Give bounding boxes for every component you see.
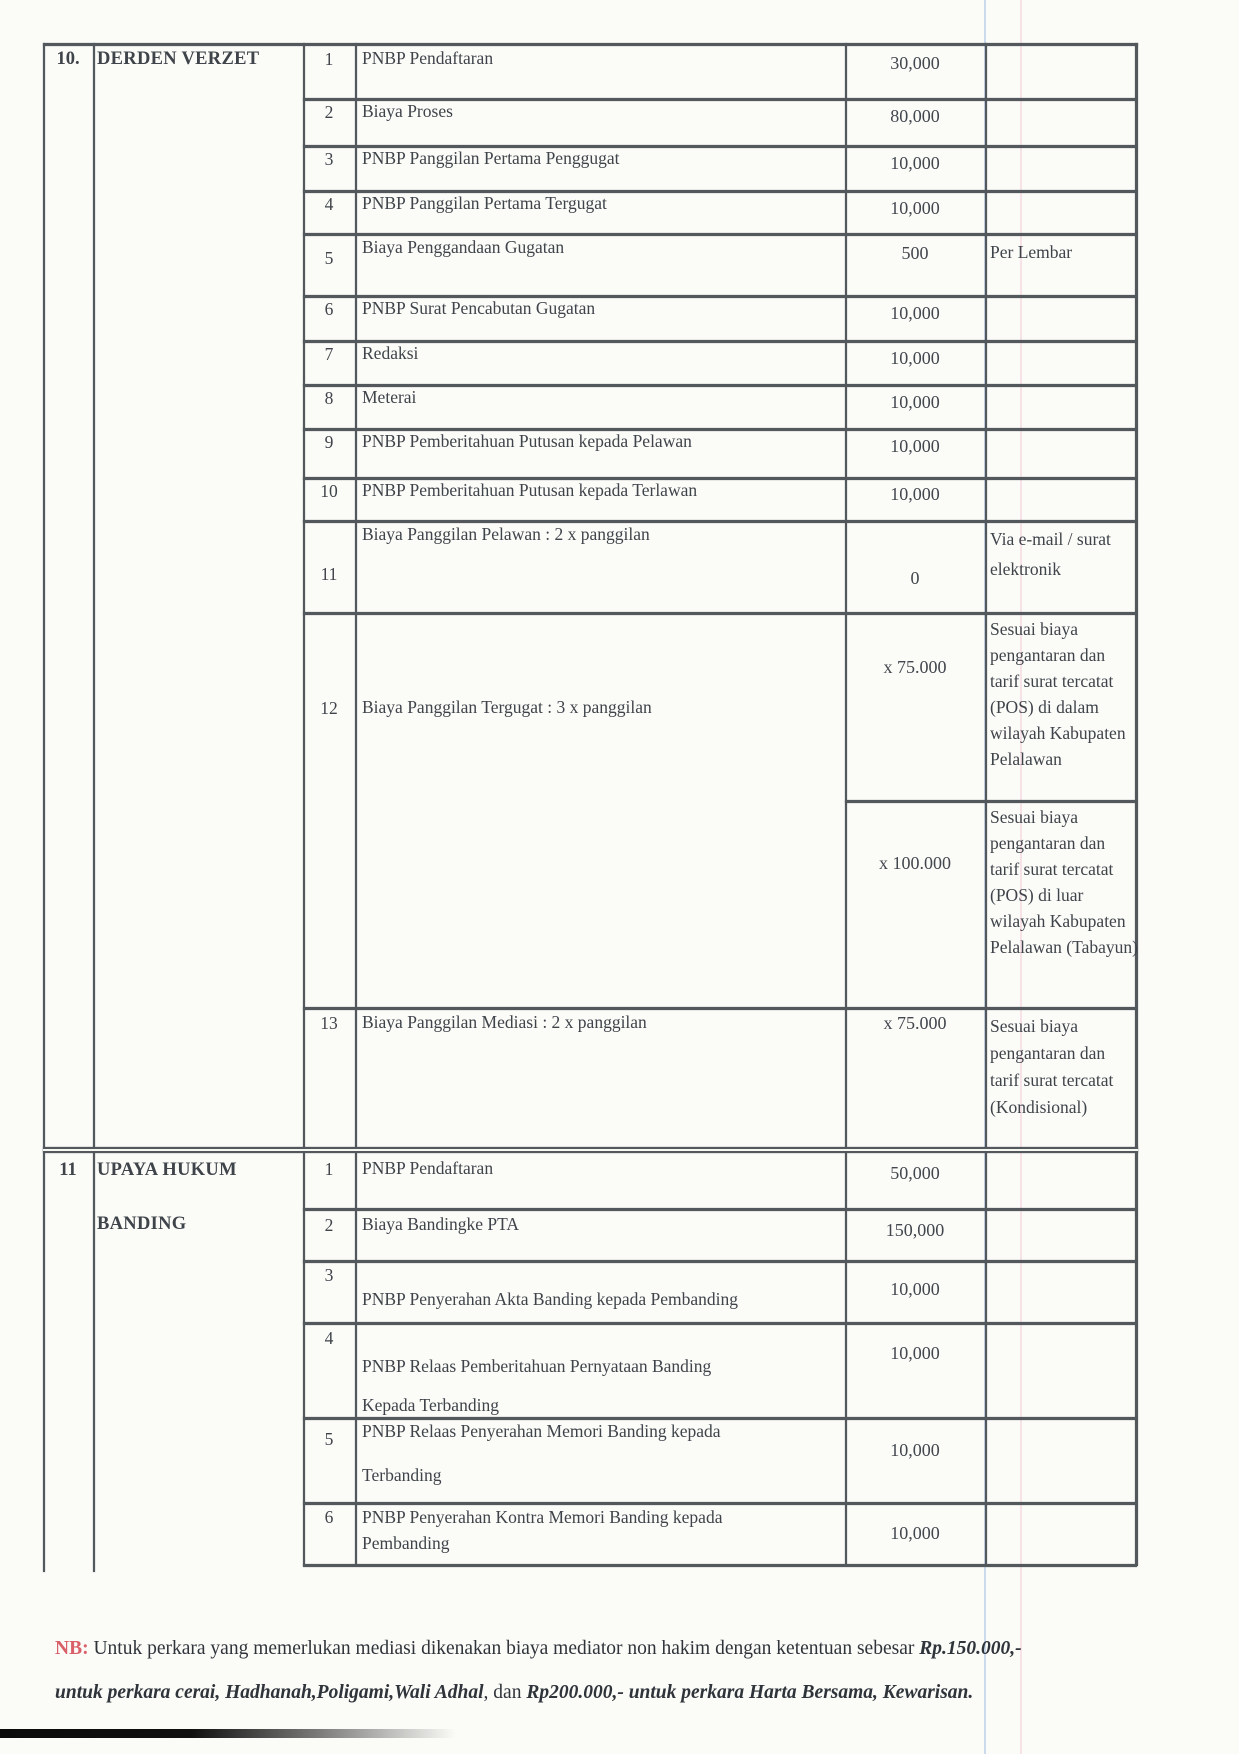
row-note: Sesuai biaya pengantaran dan tarif surat tercatat (POS) di dalam wilayah Kabupaten Pelalawan (990, 619, 1126, 769)
table-border (845, 43, 847, 1566)
row-desc: PNBP Pemberitahuan Putusan kepada Pelawan (362, 431, 692, 451)
row-desc: Biaya Bandingke PTA (362, 1214, 520, 1234)
row-desc: Biaya Proses (362, 101, 453, 121)
row-desc: PNBP Panggilan Pertama Penggugat (362, 148, 620, 168)
row-amount: x 75.000 (883, 1013, 947, 1033)
table-border (43, 43, 1138, 46)
table-border (303, 1007, 1137, 1010)
row-amount: 10,000 (890, 348, 940, 368)
row-number: 4 (324, 1328, 334, 1348)
row-amount: 10,000 (890, 1343, 940, 1363)
nb-label: NB: (55, 1638, 89, 1659)
row-desc: PNBP Pemberitahuan Putusan kepada Terlawan (362, 480, 698, 500)
row-note: Sesuai biaya pengantaran dan tarif surat tercatat (Kondisional) (990, 1016, 1114, 1117)
row-amount: 10,000 (890, 153, 940, 173)
row-desc: PNBP Surat Pencabutan Gugatan (362, 298, 596, 318)
row-amount: 50,000 (890, 1163, 940, 1183)
row-amount: 80,000 (890, 106, 940, 126)
row-amount: 10,000 (890, 303, 940, 323)
table-border (355, 43, 357, 1566)
row-amount: 10,000 (890, 1440, 940, 1460)
row-amount: 10,000 (890, 198, 940, 218)
nb-text: , dan (483, 1682, 527, 1703)
row-amount: 10,000 (890, 392, 940, 412)
table-border (303, 1260, 1137, 1263)
row-number: 3 (324, 149, 334, 169)
nb-line-2 (55, 1678, 1115, 1707)
row-amount: x 100.000 (879, 853, 951, 873)
row-desc: Biaya Panggilan Tergugat : 3 x panggilan (362, 697, 652, 717)
table-border (93, 43, 95, 1572)
row-number: 2 (324, 102, 334, 122)
row-amount: 150,000 (885, 1220, 945, 1240)
row-number: 6 (324, 299, 334, 319)
row-number: 5 (324, 1429, 334, 1449)
row-amount: 10,000 (890, 484, 940, 504)
row-amount: 500 (901, 243, 929, 263)
row-number: 9 (324, 432, 334, 452)
row-desc: Terbanding (362, 1465, 442, 1485)
row-desc: Biaya Penggandaan Gugatan (362, 237, 565, 257)
nb-text: Untuk perkara yang memerlukan mediasi dikenakan biaya mediator non hakim dengan ketentuan sebesar (93, 1638, 920, 1659)
row-desc: Redaksi (362, 343, 419, 363)
section-number: 11 (59, 1160, 77, 1180)
nb-cases-1: untuk perkara cerai, Hadhanah,Poligami,Wali Adhal (55, 1682, 484, 1703)
row-note: Via e-mail / surat elektronik (990, 529, 1111, 579)
row-number: 3 (324, 1265, 334, 1285)
nb-line-1 (55, 1634, 1115, 1663)
row-amount: 10,000 (890, 1523, 940, 1543)
row-desc: Biaya Panggilan Pelawan : 2 x panggilan (362, 524, 650, 544)
row-note: Sesuai biaya pengantaran dan tarif surat tercatat (POS) di luar wilayah Kabupaten Pelalawan (Tabayun) (990, 807, 1138, 957)
table-border (985, 43, 987, 1566)
row-note: Per Lembar (990, 242, 1073, 262)
row-desc: PNBP Relaas Pemberitahuan Pernyataan Banding Kepada Terbanding (362, 1356, 712, 1415)
row-desc: PNBP Pendaftaran (362, 1158, 494, 1178)
row-desc: Meterai (362, 387, 417, 407)
row-amount: x 75.000 (883, 657, 947, 677)
row-number: 7 (324, 344, 334, 364)
row-desc: Biaya Panggilan Mediasi : 2 x panggilan (362, 1012, 647, 1032)
row-number: 1 (324, 49, 334, 69)
row-amount: 30,000 (890, 53, 940, 73)
table-border (303, 1208, 1137, 1211)
scan-artifact-bar (0, 1729, 456, 1738)
section-number: 10. (56, 49, 80, 69)
row-number: 6 (324, 1507, 334, 1527)
row-number: 10 (320, 481, 338, 501)
nb-amount-1: Rp.150.000,- (919, 1638, 1022, 1659)
table-border (303, 612, 1137, 615)
row-number: 12 (320, 698, 338, 718)
row-desc: PNBP Panggilan Pertama Tergugat (362, 193, 607, 213)
table-border (43, 43, 45, 1572)
row-number: 1 (324, 1159, 334, 1179)
row-number: 2 (324, 1215, 334, 1235)
row-desc: PNBP Pendaftaran (362, 48, 494, 68)
row-desc: PNBP Penyerahan Akta Banding kepada Pembanding (362, 1289, 739, 1309)
table-border (303, 1322, 1137, 1325)
section-category: UPAYA HUKUM (97, 1160, 237, 1180)
table-border (845, 800, 1137, 803)
row-desc: PNBP Penyerahan Kontra Memori Banding kepada Pembanding (362, 1507, 723, 1553)
row-amount: 10,000 (890, 436, 940, 456)
section-category: BANDING (97, 1214, 187, 1234)
row-number: 5 (324, 248, 334, 268)
row-amount: 10,000 (890, 1279, 940, 1299)
row-number: 4 (324, 194, 334, 214)
row-number: 13 (320, 1013, 338, 1033)
nb-amount-2: Rp200.000,- untuk perkara Harta Bersama, Kewarisan. (526, 1682, 974, 1703)
row-desc: PNBP Relaas Penyerahan Memori Banding kepada (362, 1421, 721, 1441)
table-border (303, 1564, 1137, 1567)
row-number: 11 (320, 564, 338, 584)
section-divider (43, 1147, 1138, 1153)
row-amount: 0 (910, 568, 920, 588)
row-number: 8 (324, 388, 334, 408)
section-category: DERDEN VERZET (97, 49, 260, 69)
